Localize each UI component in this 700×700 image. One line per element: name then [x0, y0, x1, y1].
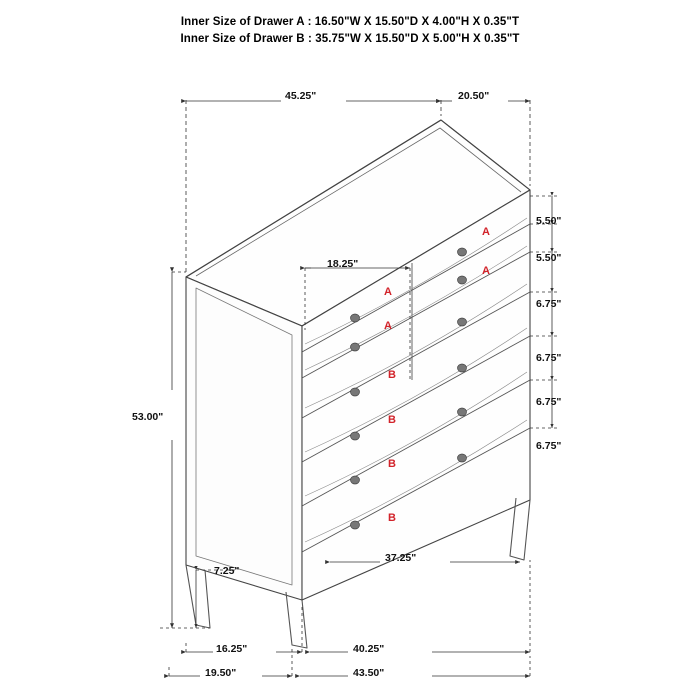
drawer-tag-b-1: B [388, 369, 396, 381]
dim-row-4: 6.75" [536, 352, 562, 364]
drawer-tag-b-3: B [388, 458, 396, 470]
drawer-b-spec: Inner Size of Drawer B : 35.75"W X 15.50"D X 5.00"H X 0.35"T [180, 33, 520, 45]
dim-row-2: 5.50" [536, 252, 562, 264]
dim-total-height: 53.00" [132, 411, 164, 423]
drawer-a-spec: Inner Size of Drawer A : 16.50"W X 15.50"D X 4.00"H X 0.35"T [180, 16, 520, 28]
drawer-tag-a-4: A [384, 320, 392, 332]
dim-base-left-width: 16.25" [216, 643, 248, 655]
drawer-tag-b-2: B [388, 414, 396, 426]
dim-leg-height: 7.25" [214, 565, 240, 577]
dim-front-bottom-width: 37.25" [385, 552, 417, 564]
dim-drawer-small-width: 18.25" [327, 258, 359, 270]
dim-base-right-width: 40.25" [353, 643, 385, 655]
dim-row-6: 6.75" [536, 440, 562, 452]
dim-row-3: 6.75" [536, 298, 562, 310]
drawer-tag-b-4: B [388, 512, 396, 524]
dim-overall-left: 19.50" [205, 667, 237, 679]
dim-overall-right: 43.50" [353, 667, 385, 679]
dim-top-front-width: 45.25" [285, 90, 317, 102]
drawer-tag-a-2: A [482, 265, 490, 277]
drawer-tag-a-1: A [482, 226, 490, 238]
drawer-tag-a-3: A [384, 286, 392, 298]
dim-row-5: 6.75" [536, 396, 562, 408]
dim-row-1: 5.50" [536, 215, 562, 227]
dim-top-side-width: 20.50" [458, 90, 490, 102]
